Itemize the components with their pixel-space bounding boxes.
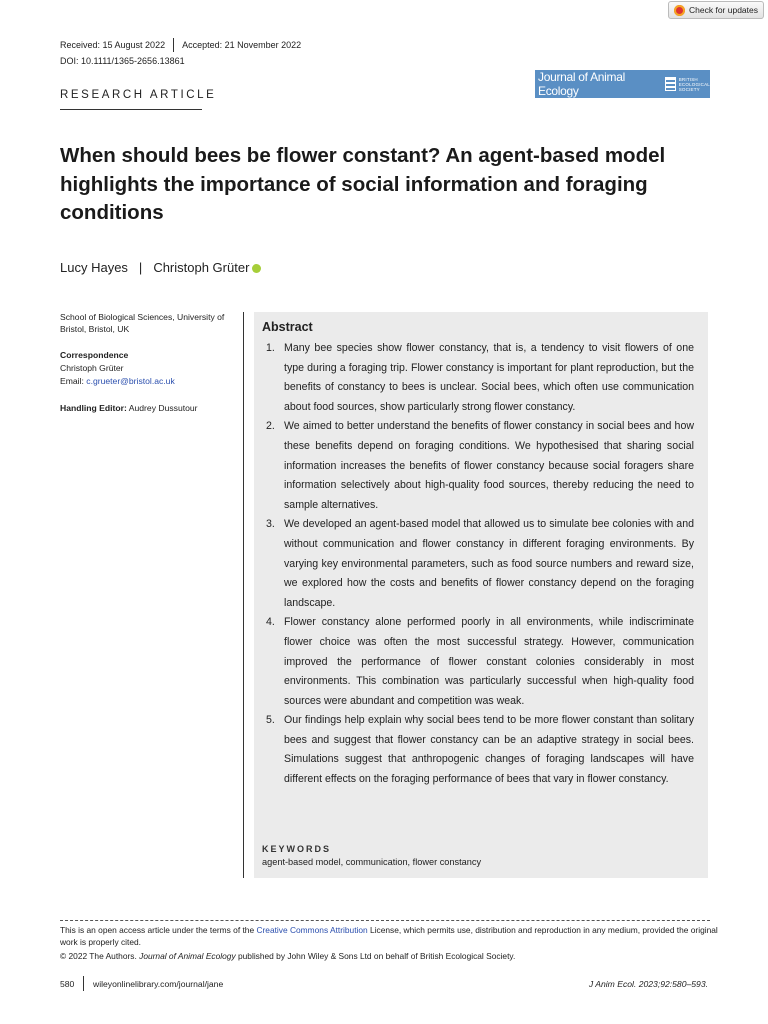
author-list (60, 260, 261, 275)
author-name[interactable]: Lucy Hayes (60, 260, 128, 275)
keywords: agent-based model, communication, flower constancy (262, 857, 482, 867)
list-item: 4. Flower constancy alone performed poorly in all environments, while indiscriminate flower choice was often the most successful strategy. However, communication improved the performance of flower constant colonies considerably in most environments. This combination was particularly successful when high-quality food sources were abundant and competition was weak. (266, 616, 694, 707)
check-for-updates-label: Check for updates (689, 5, 758, 15)
author-separator: | (138, 260, 143, 275)
crossmark-icon (674, 5, 685, 16)
list-item: 1. Many bee species show flower constancy, that is, a tendency to visit flowers of one type during a foraging trip. Flower constancy is important for plant reproduction, but the benefits of constancy to bees is unclear. Social bees, which often use communication about food sources, show particularly strong flower constancy. (266, 342, 694, 413)
correspondence-heading: Correspondence (60, 350, 129, 360)
keywords-heading: KEYWORDS (262, 844, 332, 854)
list-item: 3. We developed an agent-based model that allowed us to simulate bee colonies with and without communication and flower constancy in different foraging environments. By varying key environmental parameters, such as food source numbers and reward size, we explored how the costs and benefits of flower constancy depend on the foraging landscape. (266, 518, 694, 609)
society-name: BRITISH ECOLOGICAL SOCIETY (678, 76, 710, 92)
journal-badge-title: Journal of Animal Ecology (538, 70, 625, 98)
divider (83, 976, 84, 991)
journal-badge[interactable] (535, 70, 710, 98)
citation: J Anim Ecol. 2023;92:580–593. (588, 979, 708, 989)
license-notice: This is an open access article under the terms of the Creative Commons Attribution License, which permits use, distribution and reproduction in any medium, provided the original work is properly cited. (60, 925, 718, 947)
abstract-heading: Abstract (262, 320, 313, 334)
society-logo-icon (665, 77, 676, 91)
list-item: 5. Our findings help explain why social bees tend to be more flower constant than solitary bees and suggest that flower constancy can be an adaptive strategy in social bees. Simulations suggest that anthropogenic changes of foraging landscapes will have different effects on the foraging performance of bees that vary in flower constancy. (266, 714, 694, 786)
affiliation: School of Biological Sciences, University of Bristol, Bristol, UK (60, 312, 225, 334)
correspondence-name: Christoph Grüter (60, 363, 124, 373)
divider (60, 109, 202, 110)
list-item: 2. We aimed to better understand the benefits of flower constancy in social bees and how these benefits depend on foraging conditions. We hypothesised that sharing social information increases the benefits of flower constancy because social foragers share information selectively about high-quality food sources, thereby reducing the need to sample alternatives. (266, 420, 694, 511)
divider (60, 920, 710, 921)
email-link[interactable]: c.grueter@bristol.ac.uk (86, 376, 175, 386)
doi[interactable]: DOI: 10.1111/1365-2656.13861 (60, 56, 185, 66)
divider (243, 312, 244, 878)
handling-editor: Handling Editor: Audrey Dussutour (60, 403, 198, 413)
journal-url[interactable]: wileyonlinelibrary.com/journal/jane (93, 979, 224, 989)
license-link[interactable]: Creative Commons Attribution (256, 925, 368, 935)
copyright: © 2022 The Authors. Journal of Animal Ecology published by John Wiley & Sons Ltd on behalf of British Ecological Society. (60, 951, 516, 961)
accepted-date: Accepted: 21 November 2022 (182, 40, 302, 50)
orcid-icon[interactable] (252, 264, 261, 273)
article-title: When should bees be flower constant? An agent-based model highlights the importance of social information and foraging conditions (60, 144, 666, 224)
abstract-list (266, 339, 694, 790)
received-date: Received: 15 August 2022 (60, 40, 166, 50)
correspondence-email: Email: c.grueter@bristol.ac.uk (60, 376, 175, 386)
dates-line (60, 38, 301, 52)
check-for-updates-button[interactable] (668, 1, 764, 19)
divider (173, 38, 174, 52)
article-type: RESEARCH ARTICLE (60, 89, 217, 101)
page-number: 580 (60, 979, 75, 989)
author-name[interactable]: Christoph Grüter (153, 260, 250, 275)
